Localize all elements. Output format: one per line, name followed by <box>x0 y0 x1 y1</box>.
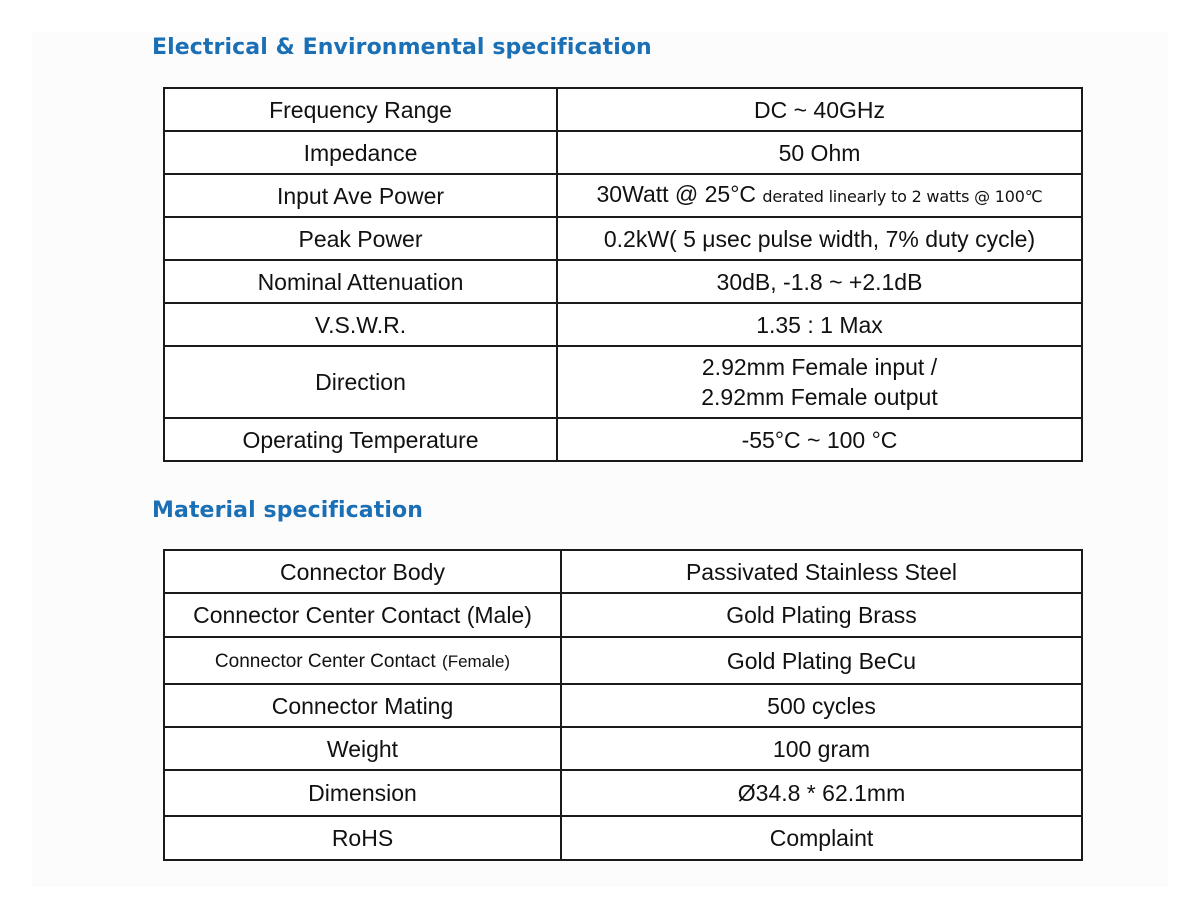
spec-label: V.S.W.R. <box>164 303 557 346</box>
spec-value-line: 2.92mm Female input / <box>701 354 938 380</box>
spec-value: 50 Ohm <box>557 131 1082 174</box>
spec-label: Input Ave Power <box>164 174 557 217</box>
spec-label: Impedance <box>164 131 557 174</box>
spec-label-main: Connector Center Contact <box>193 602 461 628</box>
spec-value: Gold Plating Brass <box>561 593 1082 637</box>
table-row <box>164 88 1082 131</box>
spec-label: Peak Power <box>164 217 557 260</box>
spec-value: Complaint <box>561 816 1082 860</box>
spec-value: 500 cycles <box>561 684 1082 727</box>
material-spec-table <box>163 549 1083 861</box>
table-row <box>164 346 1082 418</box>
spec-value: Ø34.8 * 62.1mm <box>561 770 1082 816</box>
spec-label <box>164 637 561 684</box>
spec-label: Weight <box>164 727 561 770</box>
spec-label: Operating Temperature <box>164 418 557 461</box>
spec-label: Connector Body <box>164 550 561 593</box>
table-row <box>164 684 1082 727</box>
spec-label-paren: (Female) <box>442 652 511 671</box>
spec-label-paren: (Male) <box>466 602 532 628</box>
table-row <box>164 174 1082 217</box>
spec-value-line: 2.92mm Female output <box>701 384 938 410</box>
spec-value: Passivated Stainless Steel <box>561 550 1082 593</box>
spec-label: Nominal Attenuation <box>164 260 557 303</box>
spec-value: 30dB, -1.8 ~ +2.1dB <box>557 260 1082 303</box>
spec-value: 0.2kW( 5 μsec pulse width, 7% duty cycle) <box>557 217 1082 260</box>
spec-value: DC ~ 40GHz <box>557 88 1082 131</box>
table-row <box>164 131 1082 174</box>
electrical-spec-table <box>163 87 1083 462</box>
table-row <box>164 770 1082 816</box>
spec-value-main: 30Watt @ 25°C <box>596 181 757 207</box>
spec-value: Gold Plating BeCu <box>561 637 1082 684</box>
table-row <box>164 727 1082 770</box>
spec-label: RoHS <box>164 816 561 860</box>
spec-value: 1.35 : 1 Max <box>557 303 1082 346</box>
spec-value <box>557 346 1082 418</box>
electrical-section-title: Electrical & Environmental specification <box>152 35 652 60</box>
table-row <box>164 593 1082 637</box>
table-row <box>164 816 1082 860</box>
spec-label: Direction <box>164 346 557 418</box>
spec-value <box>557 174 1082 217</box>
spec-value: 100 gram <box>561 727 1082 770</box>
spec-value: -55°C ~ 100 °C <box>557 418 1082 461</box>
material-section-title: Material specification <box>152 498 423 523</box>
spec-label: Connector Mating <box>164 684 561 727</box>
table-row <box>164 217 1082 260</box>
spec-label-main: Connector Center Contact <box>214 651 436 672</box>
table-row <box>164 260 1082 303</box>
spec-label <box>164 593 561 637</box>
spec-label: Frequency Range <box>164 88 557 131</box>
table-row <box>164 637 1082 684</box>
spec-label: Dimension <box>164 770 561 816</box>
table-row <box>164 418 1082 461</box>
table-row <box>164 303 1082 346</box>
table-row <box>164 550 1082 593</box>
spec-value-note: derated linearly to 2 watts @ 100℃ <box>762 187 1043 206</box>
